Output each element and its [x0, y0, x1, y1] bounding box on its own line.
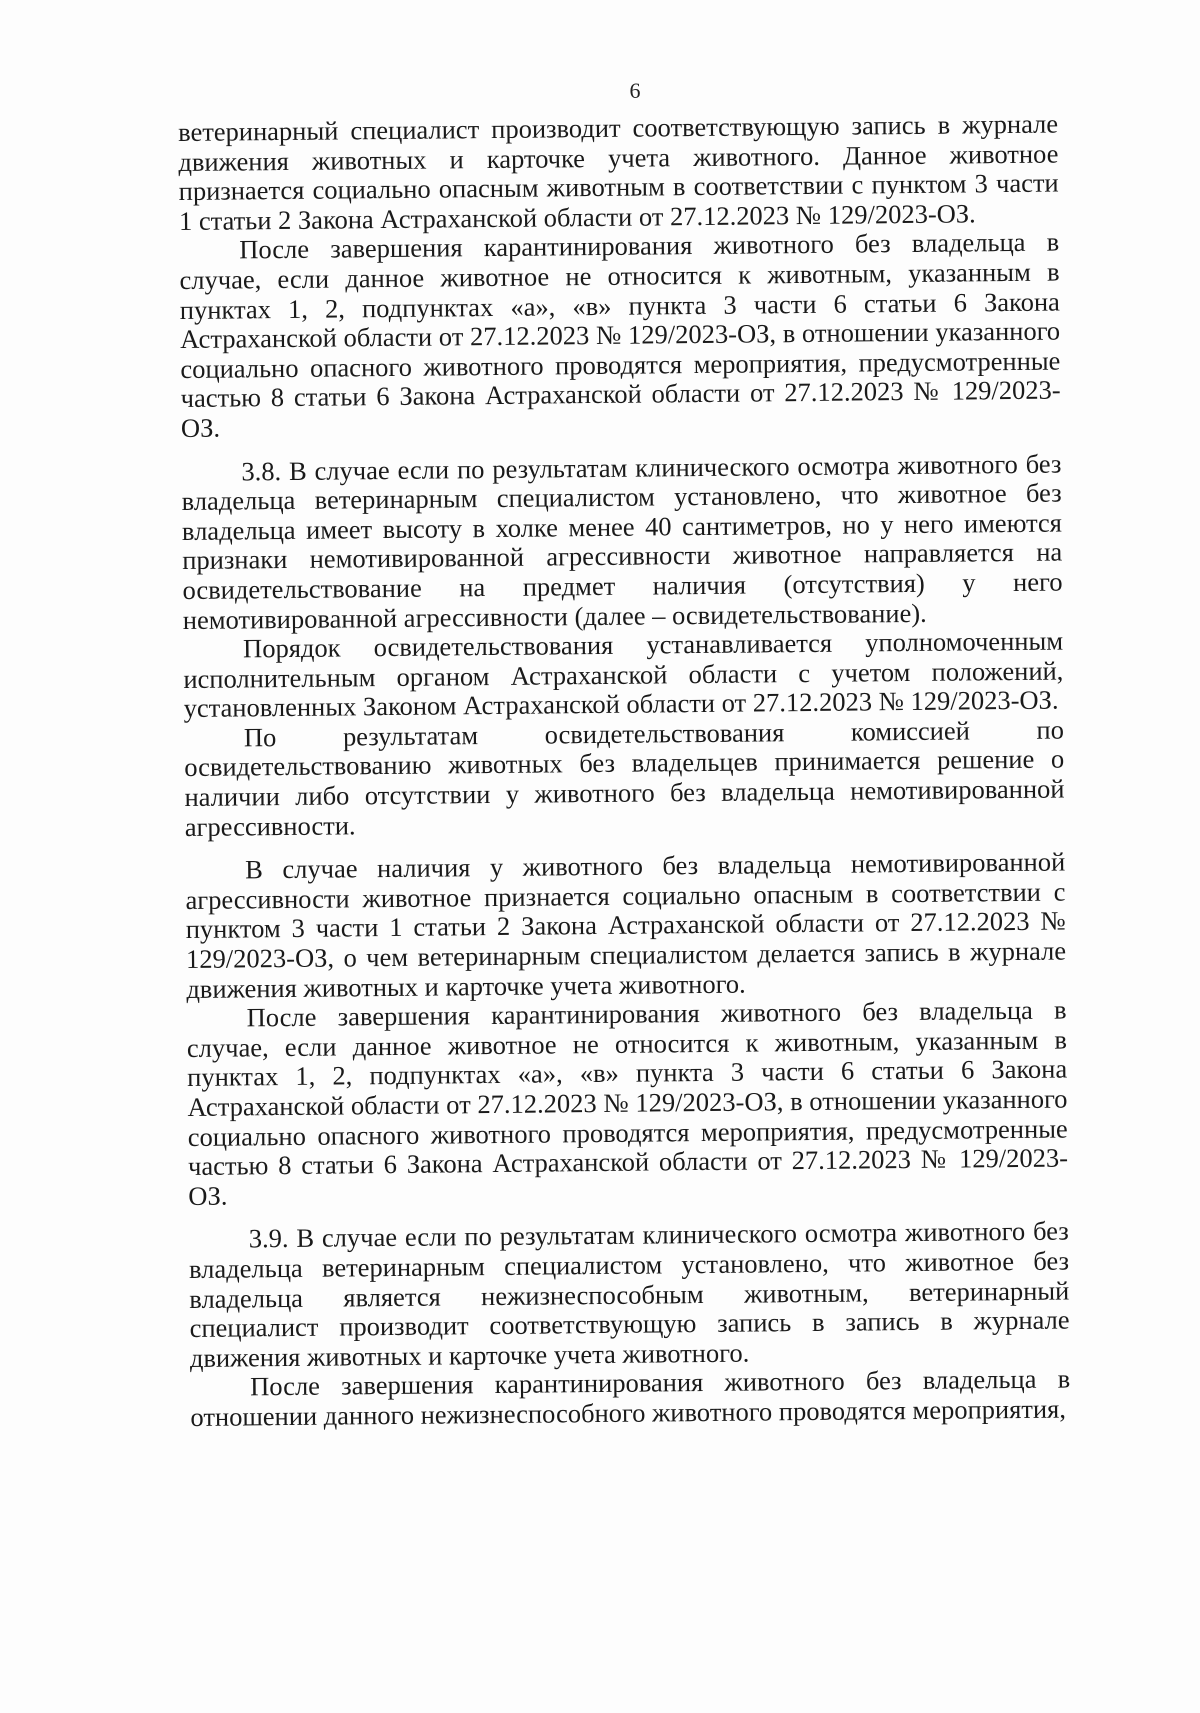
paragraph-section-3-9: 3.9. В случае если по результатам клинического осмотра животного без владельца ветеринарным специалистом установлено, что животное без владельца является нежизнеспособным животным, ветеринарный специалист производит соответствующую запись в запись в журнале движения животных и карточке учета животного.: [188, 1215, 1070, 1373]
paragraph-nonviable-animal: После завершения карантинирования животного без владельца в отношении данного нежизнеспособного животного проводятся мероприятия,: [190, 1363, 1071, 1432]
paragraph-continuation: ветеринарный специалист производит соответствующую запись в журнале движения животных и карточке учета животного. Данное животное признается социально опасным животным в соответствии с пунктом 3 части 1 статьи 2 Закона Астраханской области от 27.12.2023 № 129/2023-ОЗ.: [177, 108, 1059, 236]
paragraph-quarantine-end-1: После завершения карантинирования животного без владельца в случае, если данное животное не относится к животным, указанным в пунктах 1, 2, подпунктах «а», «в» пункта 3 части 6 статьи 6 Закона Астраханской области от 27.12.2023 № 129/2023-ОЗ, в отношении указанного социально опасного животного проводятся мероприятия, предусмотренные частью 8 статьи 6 Закона Астраханской области от 27.12.2023 № 129/2023-ОЗ.: [179, 226, 1061, 443]
paragraph-commission-decision: По результатам освидетельствования комиссией по освидетельствованию животных без владельцев принимается решение о наличии либо отсутствии у животного без владельца немотивированной агрессивности.: [184, 714, 1065, 842]
paragraph-examination-procedure: Порядок освидетельствования устанавливается уполномоченным исполнительным органом Астраханской области с учетом положений, установленных Законом Астраханской области от 27.12.2023 № 129/2023-ОЗ.: [183, 625, 1064, 724]
paragraph-quarantine-end-2: После завершения карантинирования животного без владельца в случае, если данное животное не относится к животным, указанным в пунктах 1, 2, подпунктах «а», «в» пункта 3 части 6 статьи 6 Закона Астраханской области от 27.12.2023 № 129/2023-ОЗ, в отношении указанного социально опасного животного проводятся мероприятия, предусмотренные частью 8 статьи 6 Закона Астраханской области от 27.12.2023 № 129/2023-ОЗ.: [186, 994, 1069, 1211]
paragraph-aggression-present: В случае наличия у животного без владельца немотивированной агрессивности животное признается социально опасным в соответствии с пунктом 3 части 1 статьи 2 Закона Астраханской области от 27.12.2023 № 129/2023-ОЗ, о чем ветеринарным специалистом делается запись в журнале движения животных и карточке учета животного.: [185, 846, 1067, 1004]
page-number: 6: [629, 78, 641, 103]
document-body: [178, 110, 1071, 1433]
paragraph-section-3-8: 3.8. В случае если по результатам клинического осмотра животного без владельца ветеринарным специалистом установлено, что животное без владельца имеет высоту в холке менее 40 сантиметров, но у него имеются признаки немотивированной агрессивности животное направляется на освидетельствование на предмет наличия (отсутствия) у него немотивированной агрессивности (далее – освидетельствование).: [181, 448, 1063, 635]
